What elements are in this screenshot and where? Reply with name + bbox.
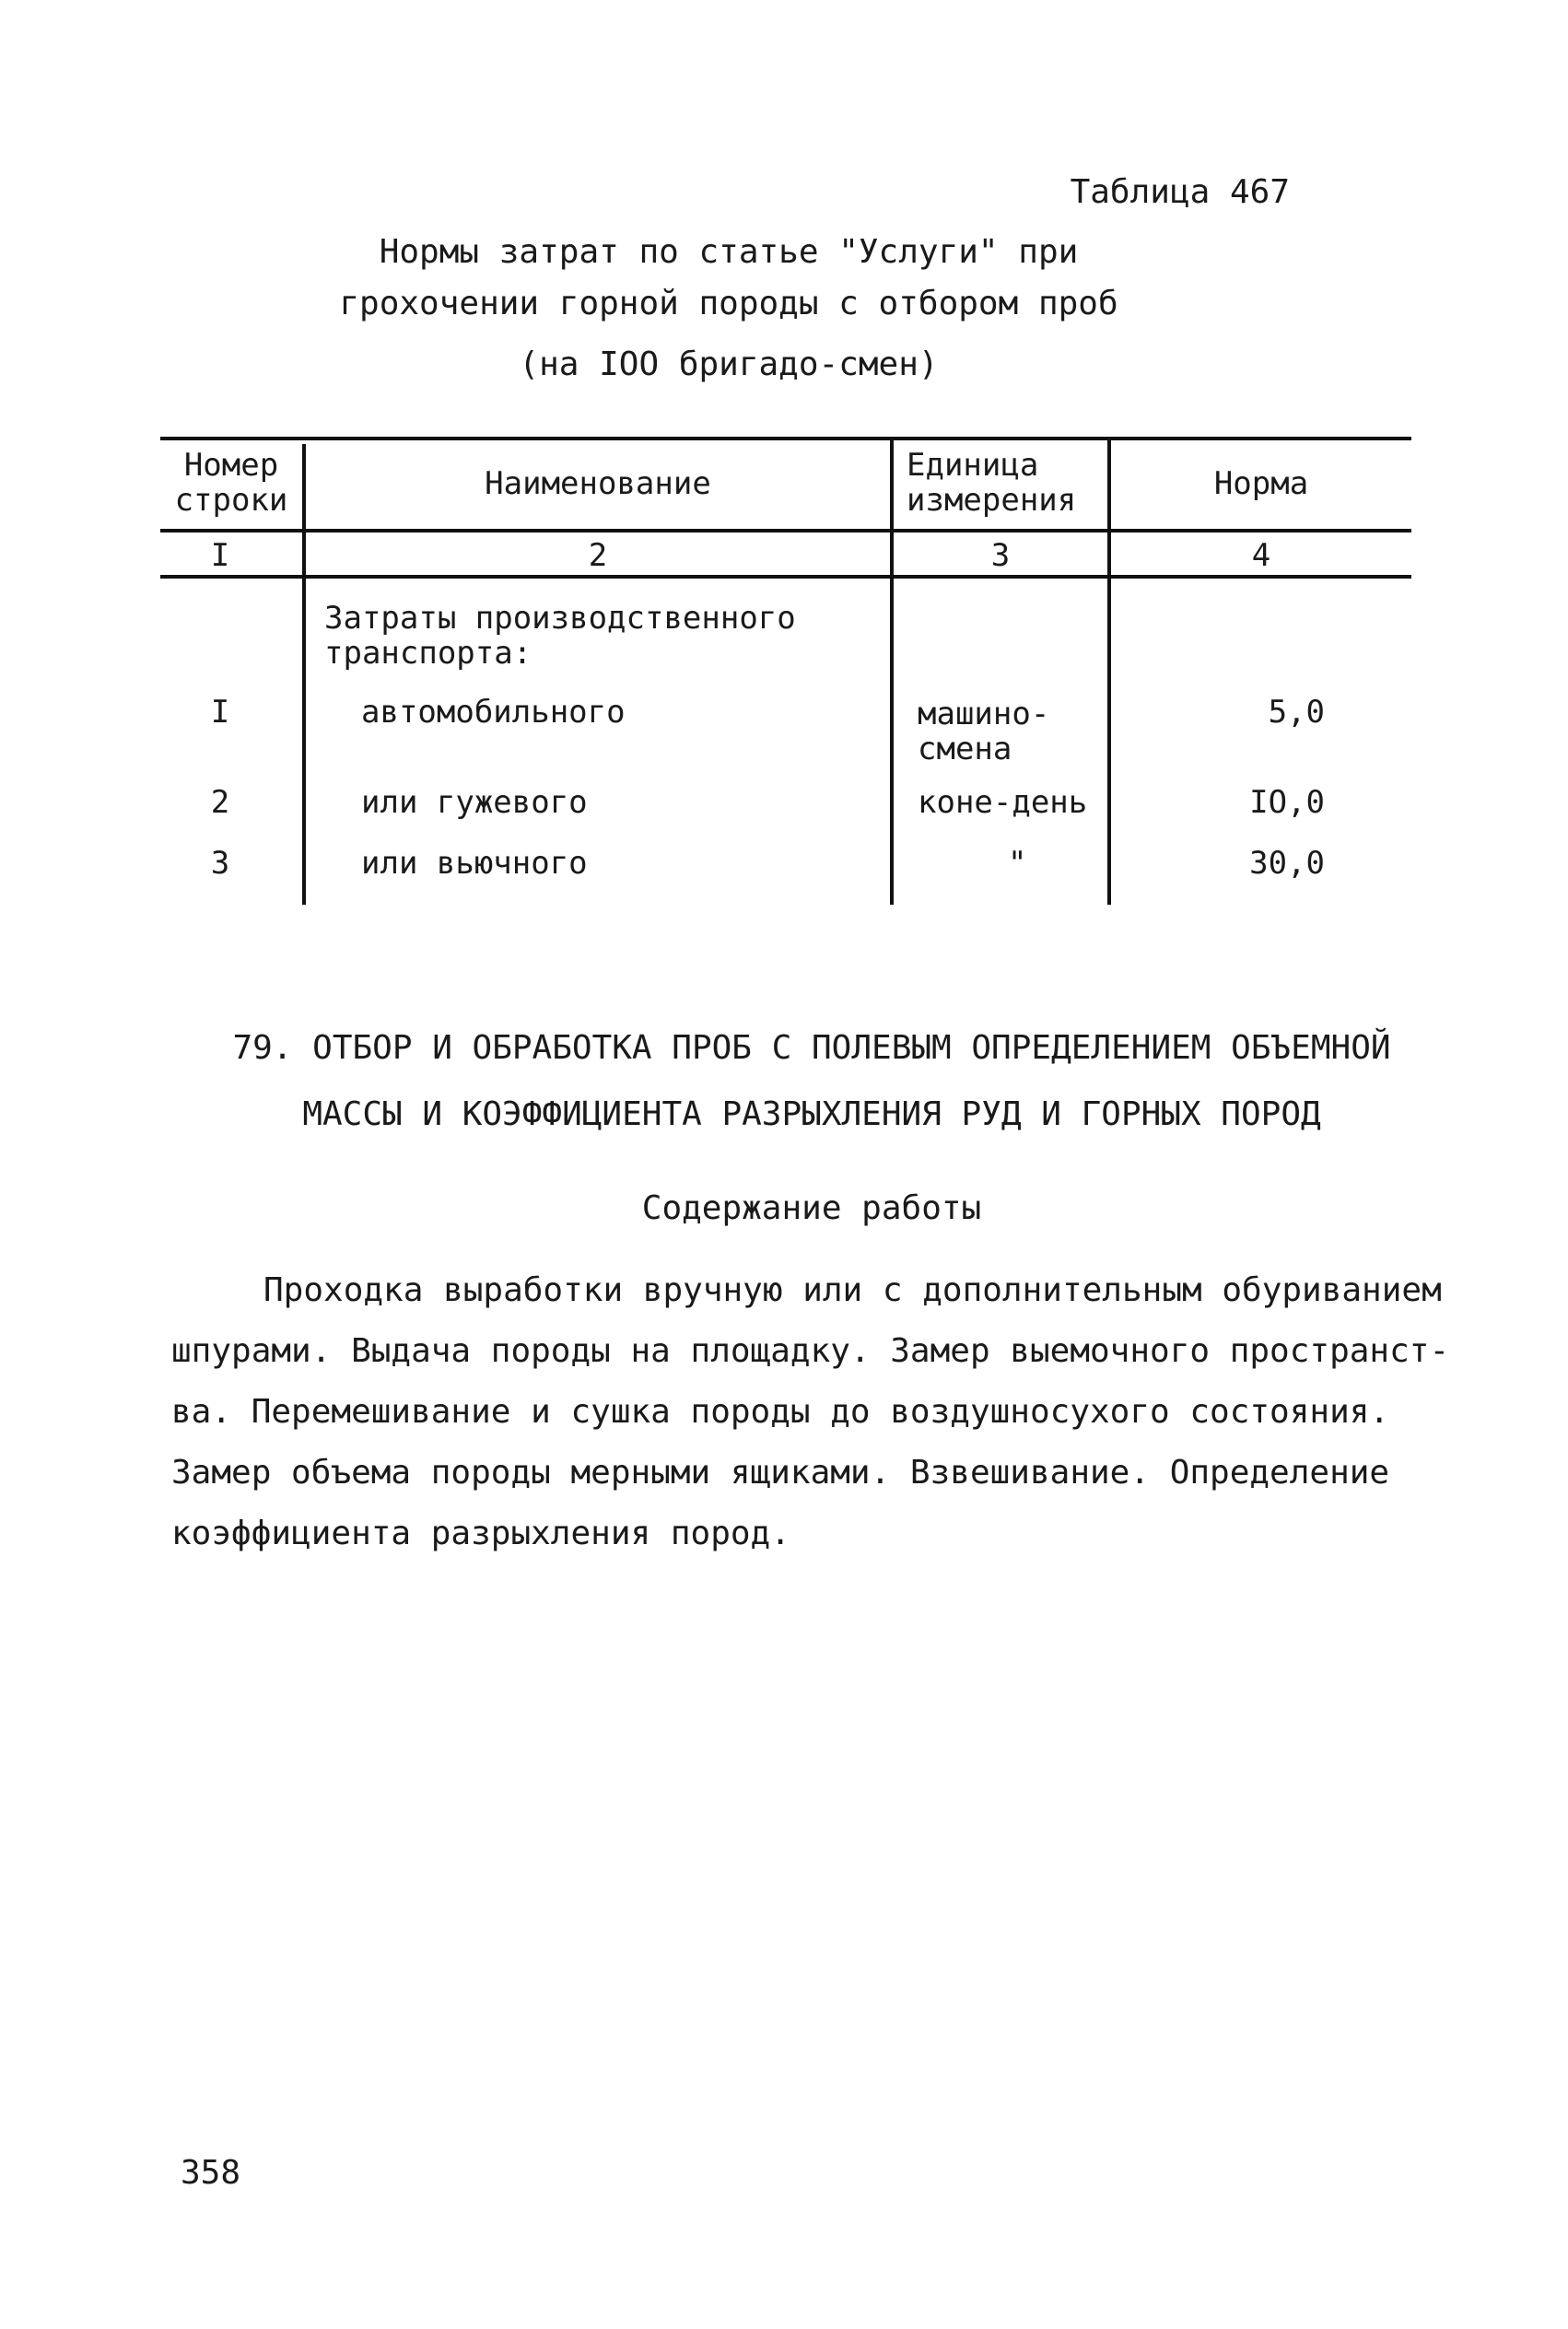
table-col-divider-1 xyxy=(302,444,306,905)
section-heading-line-1: 79. ОТБОР И ОБРАБОТКА ПРОБ С ПОЛЕВЫМ ОПРЕДЕЛЕНИЕМ ОБЪЕМНОЙ xyxy=(232,1029,1391,1067)
table-title-line-2: грохочении горной породы с отбором проб xyxy=(339,285,1118,322)
group-label: Затраты производственного транспорта: xyxy=(324,600,796,672)
row-norm: IO,0 xyxy=(1249,784,1325,821)
row-unit: " xyxy=(1008,845,1027,882)
paragraph-line: ва. Перемешивание и сушка породы до воздушносухого состояния. xyxy=(171,1393,1390,1431)
table-row xyxy=(160,695,280,730)
table-colnum-rule xyxy=(160,575,1411,579)
table-row xyxy=(160,785,280,820)
table-row xyxy=(160,846,280,881)
header-row-number: Номер строки xyxy=(174,447,288,519)
colnum-1: I xyxy=(210,537,230,574)
row-name: или вьючного xyxy=(361,845,588,882)
table-header-rule xyxy=(160,529,1411,533)
norms-table xyxy=(160,437,1411,897)
section-heading-line-2: МАССЫ И КОЭФФИЦИЕНТА РАЗРЫХЛЕНИЯ РУД И ГОРНЫХ ПОРОД xyxy=(302,1095,1321,1133)
section-subheading: Содержание работы xyxy=(641,1189,982,1227)
paragraph-line: Проходка выработки вручную или с дополнительным обуриванием xyxy=(263,1271,1442,1309)
header-unit: Единица измерения xyxy=(907,447,1077,519)
table-title-line-3: (на IOO бригадо-смен) xyxy=(519,345,939,383)
row-norm: 5,0 xyxy=(1268,694,1325,731)
header-norm: Норма xyxy=(1213,465,1309,502)
table-top-rule xyxy=(160,437,1411,440)
page-number: 358 xyxy=(181,2154,241,2192)
table-col-divider-3 xyxy=(1107,437,1111,905)
table-col-divider-2 xyxy=(890,437,894,905)
paragraph-line: шпурами. Выдача породы на площадку. Замер выемочного пространст- xyxy=(171,1332,1450,1370)
work-description xyxy=(171,1260,1450,1564)
colnum-3: 3 xyxy=(990,537,1011,574)
colnum-2: 2 xyxy=(588,537,608,574)
row-name: автомобильного xyxy=(361,694,626,731)
row-number: 2 xyxy=(210,784,230,821)
table-label: Таблица 467 xyxy=(1070,173,1290,211)
row-name: или гужевого xyxy=(361,784,588,821)
row-number: 3 xyxy=(210,845,230,882)
row-unit: коне-день xyxy=(918,784,1088,821)
row-unit: машино- смена xyxy=(918,696,1050,767)
table-title-line-1: Нормы затрат по статье "Услуги" при xyxy=(379,233,1079,271)
row-number: I xyxy=(210,694,230,731)
paragraph-line: Замер объема породы мерными ящиками. Взвешивание. Определение xyxy=(171,1454,1390,1492)
header-name: Наименование xyxy=(485,465,711,502)
row-norm: 30,0 xyxy=(1249,845,1325,882)
paragraph-line: коэффициента разрыхления пород. xyxy=(171,1515,790,1552)
colnum-4: 4 xyxy=(1251,537,1271,574)
